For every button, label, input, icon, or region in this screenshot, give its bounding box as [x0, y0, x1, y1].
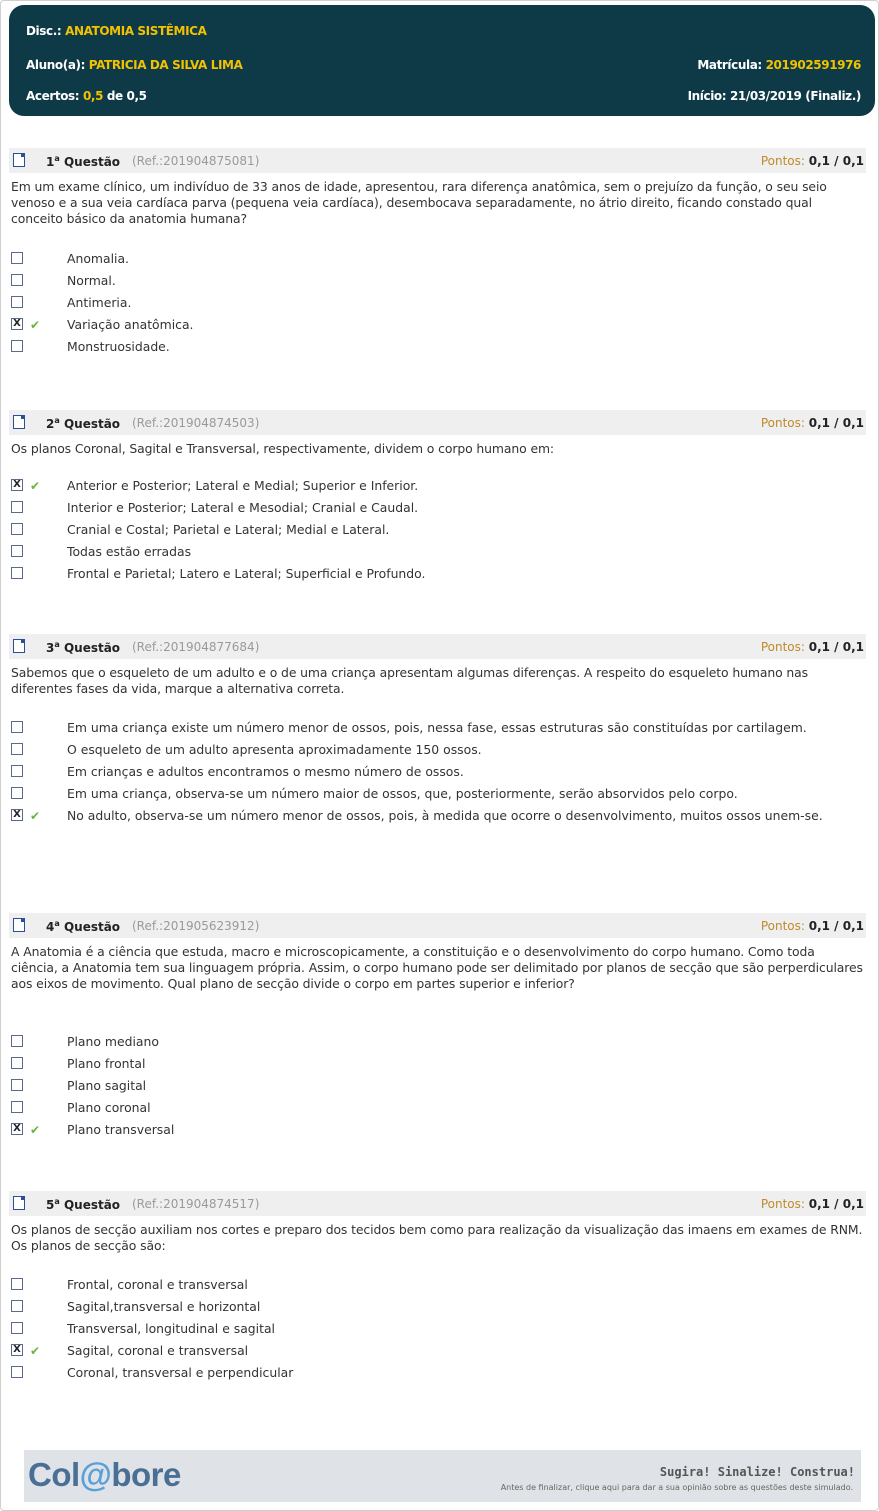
answer-option[interactable] — [11, 720, 863, 736]
answer-option-label: Cranial e Costal; Parietal e Lateral; Medial e Lateral. — [67, 522, 390, 537]
answer-option-label: Anterior e Posterior; Lateral e Medial; Superior e Inferior. — [67, 478, 419, 493]
answer-option-label: Plano mediano — [67, 1034, 159, 1049]
document-icon — [13, 639, 25, 653]
question-text: A Anatomia é a ciência que estuda, macro e microscopicamente, a constituição e o desenvolvimento do corpo humano. Como toda ciência, a Anatomia tem sua linguagem própria. Assim, o corpo humano pode ser delimitado por planos de secção que são perperdiculares aos eixos de movimento. Qual plano de secção divide o corpo em partes superior e inferior? — [11, 944, 863, 991]
answer-option[interactable] — [11, 251, 863, 267]
question-text: Os planos de secção auxiliam nos cortes e preparo dos tecidos bem como para realização da visualização das imaens em exames de RNM. Os planos de secção são: — [11, 1222, 863, 1253]
answer-option[interactable] — [11, 1299, 863, 1315]
points-value: 0,1 / 0,1 — [808, 1197, 864, 1211]
answer-options — [11, 478, 863, 588]
points-label: Pontos: — [760, 919, 809, 933]
answer-checkbox[interactable] — [11, 1278, 23, 1290]
discipline-value: ANATOMIA SISTÊMICA — [65, 24, 207, 38]
answer-checkbox[interactable]: X — [11, 809, 23, 821]
correct-check-icon: ✔ — [30, 318, 41, 332]
answer-option[interactable] — [11, 339, 863, 355]
answer-checkbox[interactable] — [11, 1322, 23, 1334]
start-date-value: 21/03/2019 — [729, 89, 802, 103]
student-row: Aluno(a): PATRICIA DA SILVA LIMA — [26, 58, 243, 72]
answer-checkbox[interactable] — [11, 1057, 23, 1069]
answer-checkbox[interactable]: X — [11, 318, 23, 330]
matricula-value: 201902591976 — [765, 58, 861, 72]
question-points — [761, 640, 864, 654]
answer-option-label: Transversal, longitudinal e sagital — [67, 1321, 276, 1336]
answer-option[interactable] — [11, 1122, 863, 1138]
feedback-link[interactable]: Antes de finalizar, clique aqui para dar a sua opinião sobre as questões deste simulado. — [500, 1483, 853, 1492]
answer-option[interactable] — [11, 566, 863, 582]
status-text: (Finaliz.) — [805, 89, 861, 103]
answer-option[interactable] — [11, 522, 863, 538]
points-label: Pontos: — [760, 1197, 809, 1211]
answer-checkbox[interactable] — [11, 340, 23, 352]
answer-option[interactable] — [11, 1034, 863, 1050]
answer-option[interactable] — [11, 1056, 863, 1072]
student-name: PATRICIA DA SILVA LIMA — [88, 58, 243, 72]
question-header — [9, 1191, 866, 1216]
discipline-row: Disc.: ANATOMIA SISTÊMICA — [26, 24, 207, 38]
question-number: 4$^a$ Questão — [46, 919, 121, 934]
question-header — [9, 148, 866, 173]
answer-option-label: Interior e Posterior; Lateral e Mesodial; Cranial e Caudal. — [67, 500, 419, 515]
answer-option[interactable] — [11, 764, 863, 780]
answer-option-label: Em uma criança existe um número menor de ossos, pois, nessa fase, essas estruturas são constituídas por cartilagem. — [67, 720, 807, 735]
answer-option[interactable] — [11, 808, 863, 824]
question-ref: (Ref.:201904877684) — [132, 640, 260, 654]
answer-option-label: Antimeria. — [67, 295, 132, 310]
answer-options — [11, 1277, 863, 1387]
answer-option[interactable] — [11, 478, 863, 494]
answer-option-label: No adulto, observa-se um número menor de ossos, pois, à medida que ocorre o desenvolvimento, muitos ossos unem-se. — [67, 808, 823, 823]
question-number: 3$^a$ Questão — [46, 640, 121, 655]
answer-option[interactable] — [11, 1365, 863, 1381]
answer-option-label: Plano sagital — [67, 1078, 147, 1093]
answer-checkbox[interactable]: X — [11, 1344, 23, 1356]
answer-checkbox[interactable] — [11, 501, 23, 513]
answer-option-label: Normal. — [67, 273, 116, 288]
answer-checkbox[interactable] — [11, 765, 23, 777]
question-number: 1$^a$ Questão — [46, 154, 121, 169]
answer-checkbox[interactable] — [11, 721, 23, 733]
answer-option[interactable] — [11, 742, 863, 758]
question-header — [9, 634, 866, 659]
answer-checkbox[interactable] — [11, 523, 23, 535]
answer-checkbox[interactable] — [11, 1366, 23, 1378]
answer-option[interactable] — [11, 1277, 863, 1293]
answer-checkbox[interactable] — [11, 1101, 23, 1113]
answer-checkbox[interactable] — [11, 252, 23, 264]
answer-option[interactable] — [11, 1100, 863, 1116]
matricula-row: Matrícula: 201902591976 — [697, 58, 861, 72]
question-ref: (Ref.:201904874517) — [132, 1197, 260, 1211]
student-info-header — [9, 5, 875, 116]
answer-option-label: Frontal e Parietal; Latero e Lateral; Superficial e Profundo. — [67, 566, 426, 581]
points-value: 0,1 / 0,1 — [808, 416, 864, 430]
answer-checkbox[interactable] — [11, 1300, 23, 1312]
answer-option-label: Plano coronal — [67, 1100, 151, 1115]
answer-options — [11, 251, 863, 361]
answer-checkbox[interactable]: X — [11, 1123, 23, 1135]
question-points — [761, 416, 864, 430]
document-icon — [13, 1196, 25, 1210]
answer-option[interactable] — [11, 317, 863, 333]
correct-check-icon: ✔ — [30, 1123, 41, 1137]
answer-option-label: Coronal, transversal e perpendicular — [67, 1365, 294, 1380]
answer-option-label: Sagital,transversal e horizontal — [67, 1299, 261, 1314]
question-ref: (Ref.:201905623912) — [132, 919, 260, 933]
answer-option[interactable] — [11, 273, 863, 289]
answer-option[interactable] — [11, 544, 863, 560]
answer-option-label: Em crianças e adultos encontramos o mesmo número de ossos. — [67, 764, 464, 779]
points-label: Pontos: — [760, 640, 809, 654]
score-value: 0,5 — [82, 89, 104, 103]
points-label: Pontos: — [760, 416, 809, 430]
answer-options — [11, 720, 863, 830]
answer-option[interactable] — [11, 295, 863, 311]
question-text: Sabemos que o esqueleto de um adulto e o de uma criança apresentam algumas diferenças. A respeito do esqueleto humano nas diferentes fases da vida, marque a alternativa correta. — [11, 665, 809, 696]
answer-option[interactable] — [11, 1078, 863, 1094]
answer-option-label: Frontal, coronal e transversal — [67, 1277, 248, 1292]
document-icon — [13, 153, 25, 167]
question-number: 2$^a$ Questão — [46, 416, 121, 431]
answer-checkbox[interactable] — [11, 743, 23, 755]
colabore-logo: Col@bore — [28, 1456, 181, 1493]
answer-option-label: Variação anatômica. — [67, 317, 194, 332]
answer-option-label: Sagital, coronal e transversal — [67, 1343, 249, 1358]
question-number: 5$^a$ Questão — [46, 1197, 121, 1212]
answer-checkbox[interactable] — [11, 296, 23, 308]
score-row: Acertos: 0,5 de 0,5 — [26, 89, 147, 103]
answer-option[interactable] — [11, 786, 863, 802]
question-points — [761, 919, 864, 933]
correct-check-icon: ✔ — [30, 1344, 41, 1358]
answer-option-label: Plano transversal — [67, 1122, 175, 1137]
document-icon — [13, 415, 25, 429]
question-ref: (Ref.:201904874503) — [132, 416, 260, 430]
answer-checkbox[interactable] — [11, 1035, 23, 1047]
question-text: Em um exame clínico, um indivíduo de 33 anos de idade, apresentou, rara diferença anatômica, sem o prejuízo da função, o seu seio venoso e a sua veia cardíaca parva (pequena veia cardíaca), desembocava separadamente, no átrio direito, ficando constado qual conceito básico da anatomia humana? — [11, 179, 827, 226]
answer-checkbox[interactable] — [11, 1079, 23, 1091]
answer-option-label: Monstruosidade. — [67, 339, 170, 354]
start-date-row: Início: 21/03/2019 (Finaliz.) — [687, 89, 861, 103]
question-points — [761, 154, 864, 168]
answer-option[interactable] — [11, 1343, 863, 1359]
correct-check-icon: ✔ — [30, 809, 41, 823]
points-value: 0,1 / 0,1 — [808, 154, 864, 168]
points-value: 0,1 / 0,1 — [808, 640, 864, 654]
answer-option-label: O esqueleto de um adulto apresenta aproximadamente 150 ossos. — [67, 742, 482, 757]
correct-check-icon: ✔ — [30, 479, 41, 493]
points-label: Pontos: — [760, 154, 809, 168]
question-header — [9, 410, 866, 435]
answer-option[interactable] — [11, 1321, 863, 1337]
colabore-banner[interactable] — [24, 1450, 861, 1502]
points-value: 0,1 / 0,1 — [808, 919, 864, 933]
question-ref: (Ref.:201904875081) — [132, 154, 260, 168]
question-header — [9, 913, 866, 938]
answer-checkbox[interactable]: X — [11, 479, 23, 491]
answer-option-label: Plano frontal — [67, 1056, 146, 1071]
answer-checkbox[interactable] — [11, 545, 23, 557]
answer-options — [11, 1034, 863, 1144]
question-text: Os planos Coronal, Sagital e Transversal, respectivamente, dividem o corpo humano em: — [11, 441, 555, 456]
answer-option-label: Em uma criança, observa-se um número maior de ossos, que, posteriormente, serão absorvidos pelo corpo. — [67, 786, 738, 801]
answer-checkbox[interactable] — [11, 567, 23, 579]
answer-checkbox[interactable] — [11, 274, 23, 286]
question-points — [761, 1197, 864, 1211]
answer-checkbox[interactable] — [11, 787, 23, 799]
answer-option[interactable] — [11, 500, 863, 516]
document-icon — [13, 918, 25, 932]
colabore-slogan: Sugira! Sinalize! Construa! — [659, 1465, 855, 1479]
answer-option-label: Todas estão erradas — [67, 544, 192, 559]
answer-option-label: Anomalia. — [67, 251, 129, 266]
